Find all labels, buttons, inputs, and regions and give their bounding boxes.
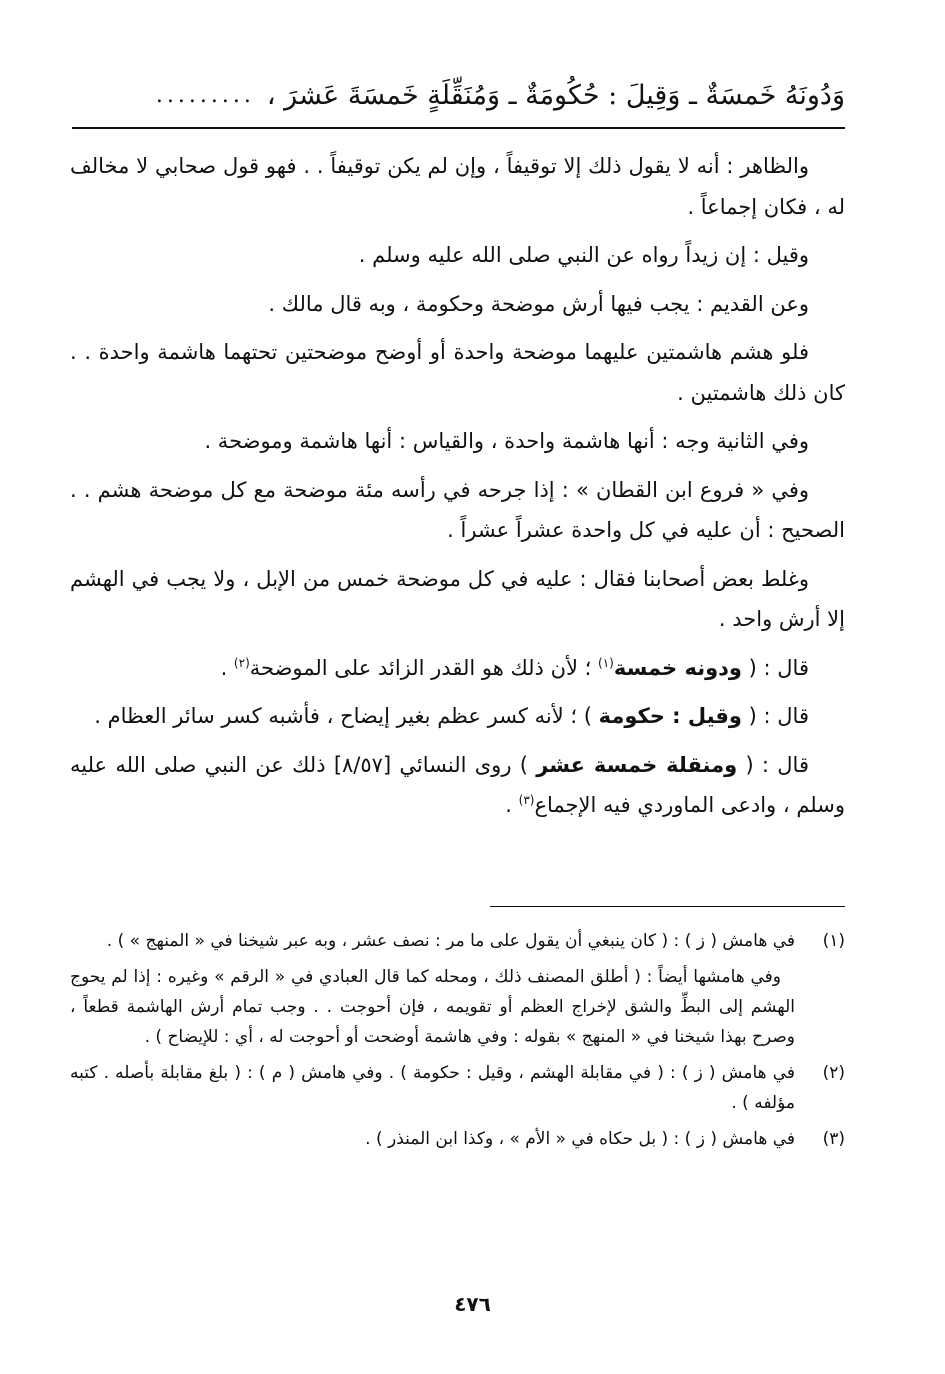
header-dots: ......... [155,82,255,108]
matn-quote: ومنقلة خمسة عشر [536,752,738,777]
footnote-rule [490,906,845,907]
paragraph: فلو هشم هاشمتين عليهما موضحة واحدة أو أوضح موضحتين تحتهما هاشمة واحدة . . كان ذلك هاشمتين . [70,340,845,405]
paragraph-quote [70,648,845,689]
footnote-number: (١) [822,931,845,951]
paragraph: وفي الثانية وجه : أنها هاشمة واحدة ، والقياس : أنها هاشمة وموضحة . [204,429,809,453]
paragraph: وعن القديم : يجب فيها أرش موضحة وحكومة ، وبه قال مالك . [268,291,809,316]
paragraph: وفي « فروع ابن القطان » : إذا جرحه في رأسه مئة موضحة مع كل موضحة هشم . . الصحيح : أن عليه في كل واحدة عشراً عشراً . [70,477,845,542]
quote-intro: قال : ( [748,704,809,728]
footnote-ref: (٢) [233,655,250,670]
footnote-text: في هامش ( ز ) : ( في مقابلة الهشم ، وقيل : حكومة ) . وفي هامش ( م ) : ( بلغ مقابلة بأصله . كتبه مؤلفه ) . [70,1063,795,1113]
commentary: ) ؛ لأنه كسر عظم بغير إيضاح ، فأشبه كسر سائر العظام . [94,704,592,728]
paragraph: وغلط بعض أصحابنا فقال : عليه في كل موضحة خمس من الإبل ، ولا يجب في الهشم إلا أرش واحد . [70,566,845,631]
running-header [72,70,845,120]
footnote-number: (٣) [822,1129,845,1149]
footnote-text: في هامش ( ز ) : ( بل حكاه في « الأم » ، وكذا ابن المنذر ) . [365,1129,795,1149]
paragraph: وقيل : إن زيداً رواه عن النبي صلى الله عليه وسلم . [358,243,809,267]
quote-intro: قال : ( [748,655,809,680]
page-number: ٤٧٦ [454,1292,491,1316]
header-rule [72,127,845,129]
matn-quote: وقيل : حكومة [598,704,742,728]
header-text: وَدُونَهُ خَمسَةٌ ـ وَقِيلَ : حُكُومَةٌ ـ وَمُنَقِّلَةٍ خَمسَةَ عَشرَ ، [266,79,845,111]
main-text [70,146,845,834]
paragraph-quote [70,745,845,826]
punctuation: . [505,793,519,817]
footnote-1-continuation: وفي هامشها أيضاً : ( أطلق المصنف ذلك ، ومحله كما قال العبادي في « الرقم » وغيره : إذا لم يحوج الهشم إلى البطِّ والشق لإخراج العظم أو تقويمه ، فإن أحوجت . . وجب تمام أرش الهاشمة قطعاً ، وصرح بهذا شيخنا في « المنهج » بقوله : وفي هاشمة أوضحت أو أحوجت له ، أي : للإيضاح ) . [70,967,795,1047]
paragraph: والظاهر : أنه لا يقول ذلك إلا توقيفاً ، وإن لم يكن توقيفاً . . فهو قول صحابي لا مخالف له ، فكان إجماعاً . [70,154,845,219]
footnote-2 [70,1058,845,1118]
footnote-3 [70,1124,845,1154]
footnote-1 [70,926,845,956]
quote-intro: قال : ( [745,752,809,777]
footnote-text: في هامش ( ز ) : ( كان ينبغي أن يقول على ما مر : نصف عشر ، وبه عبر شيخنا في « المنهج » ) . [106,931,795,951]
paragraph-quote [70,696,845,737]
matn-quote: ودونه خمسة [613,655,742,680]
punctuation: . [220,655,234,680]
footnote-number: (٢) [822,1063,845,1083]
commentary: ) روى النسائي [٨/٥٧] ذلك عن النبي صلى الله عليه وسلم ، وادعى الماوردي فيه الإجماع [70,752,845,817]
footnote-ref: (١) [598,655,614,670]
footnotes [70,926,845,1160]
footnote-ref: (٣) [518,793,535,807]
commentary: ؛ لأن ذلك هو القدر الزائد على الموضحة [249,655,592,680]
